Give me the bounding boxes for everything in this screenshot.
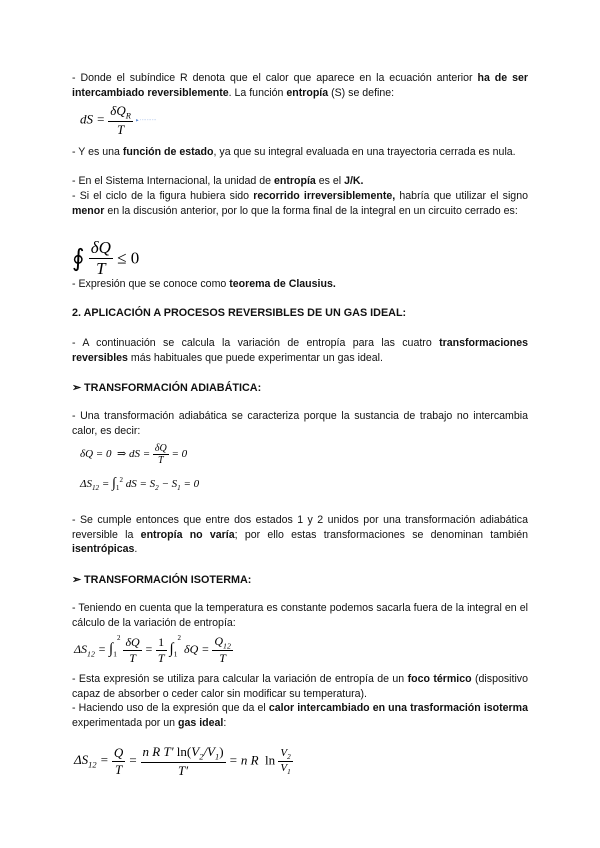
equation-adiabatic-2: $\Delta S_{12} = \int_1^2$ dS = $S_2 - S_1 = 0$: [80, 476, 200, 493]
paragraph-ideal-gas-heat: - Haciendo uso de la expresión que da el calor intercambiado en una trasformación isoterma experimentada por un gas ideal:: [72, 702, 528, 729]
equation-ideal-gas-entropy: $\Delta S_{12}$ = $\frac{Q}{T}$ = $\frac{n R T' \ln(V_2/V_1)}{T'}$ = n R ln $\frac{V_2}{V_1}$: [74, 744, 291, 778]
paragraph-state-function: - Y es una función de estado, ya que su integral evaluada en una trayectoria cerrada es nula.: [72, 146, 516, 158]
paragraph-si-unit: - En el Sistema Internacional, la unidad de entropía es el J/K.: [72, 175, 364, 187]
section-heading-2: 2. APLICACIÓN A PROCESOS REVERSIBLES DE UN GAS IDEAL:: [72, 307, 407, 319]
paragraph-irreversible: - Si el ciclo de la figura hubiera sido recorrido irreversiblemente, habría que utilizar el signo menor en la discusión anterior, por lo que la forma final de la integral en un circuito cerrado es:: [72, 190, 528, 217]
paragraph-introduction: - A continuación se calcula la variación de entropía para las cuatro transformaciones reversibles más habituales que puede experimentar un gas ideal.: [72, 337, 528, 364]
heading-adiabatic: ➢ TRANSFORMACIÓN ADIABÁTICA:: [72, 382, 262, 394]
paragraph-isentropic: - Se cumple entonces que entre dos estados 1 y 2 unidos por una transformación adiabática reversible la entropía no varía; por ello estas transformaciones se denominan también isentrópicas.: [72, 514, 528, 555]
paragraph-thermal-reservoir: - Esta expresión se utiliza para calcular la variación de entropía de un foco térmico (dispositivo capaz de absorber o ceder calor sin modificar su temperatura).: [72, 673, 528, 700]
equation-entropy-definition: dS = $\frac{\delta Q_R}{T}$ ▸ ··········: [80, 103, 157, 137]
equation-adiabatic-1: δQ = 0 ⇒ dS = $\frac{\delta Q}{T}$ = 0: [80, 443, 188, 466]
paragraph-clausius-theorem: - Expresión que se conoce como teorema de Clausius.: [72, 278, 336, 290]
paragraph-subindex-r: - Donde el subíndice R denota que el calor que aparece en la ecuación anterior ha de ser intercambiado reversiblemente. La función entropía (S) se define:: [72, 72, 528, 99]
equation-clausius-inequality: ∮ $\frac{\delta Q}{T}$ ≤ 0: [72, 238, 140, 278]
paragraph-adiabatic-definition: - Una transformación adiabática se caracteriza porque la sustancia de trabajo no intercambia calor, es decir:: [72, 410, 528, 437]
paragraph-isothermal-intro: - Teniendo en cuenta que la temperatura es constante podemos sacarla fuera de la integral en el cálculo de la variación de entropía:: [72, 602, 528, 629]
heading-isothermal: ➢ TRANSFORMACIÓN ISOTERMA:: [72, 574, 252, 586]
equation-isothermal: $\Delta S_{12} = \int_1^2$ $\frac{\delta Q}{T}$ = $\frac{1}{T}$ $\int_1^2$ δQ = $\frac{Q_{12}}{T}$: [74, 634, 231, 666]
